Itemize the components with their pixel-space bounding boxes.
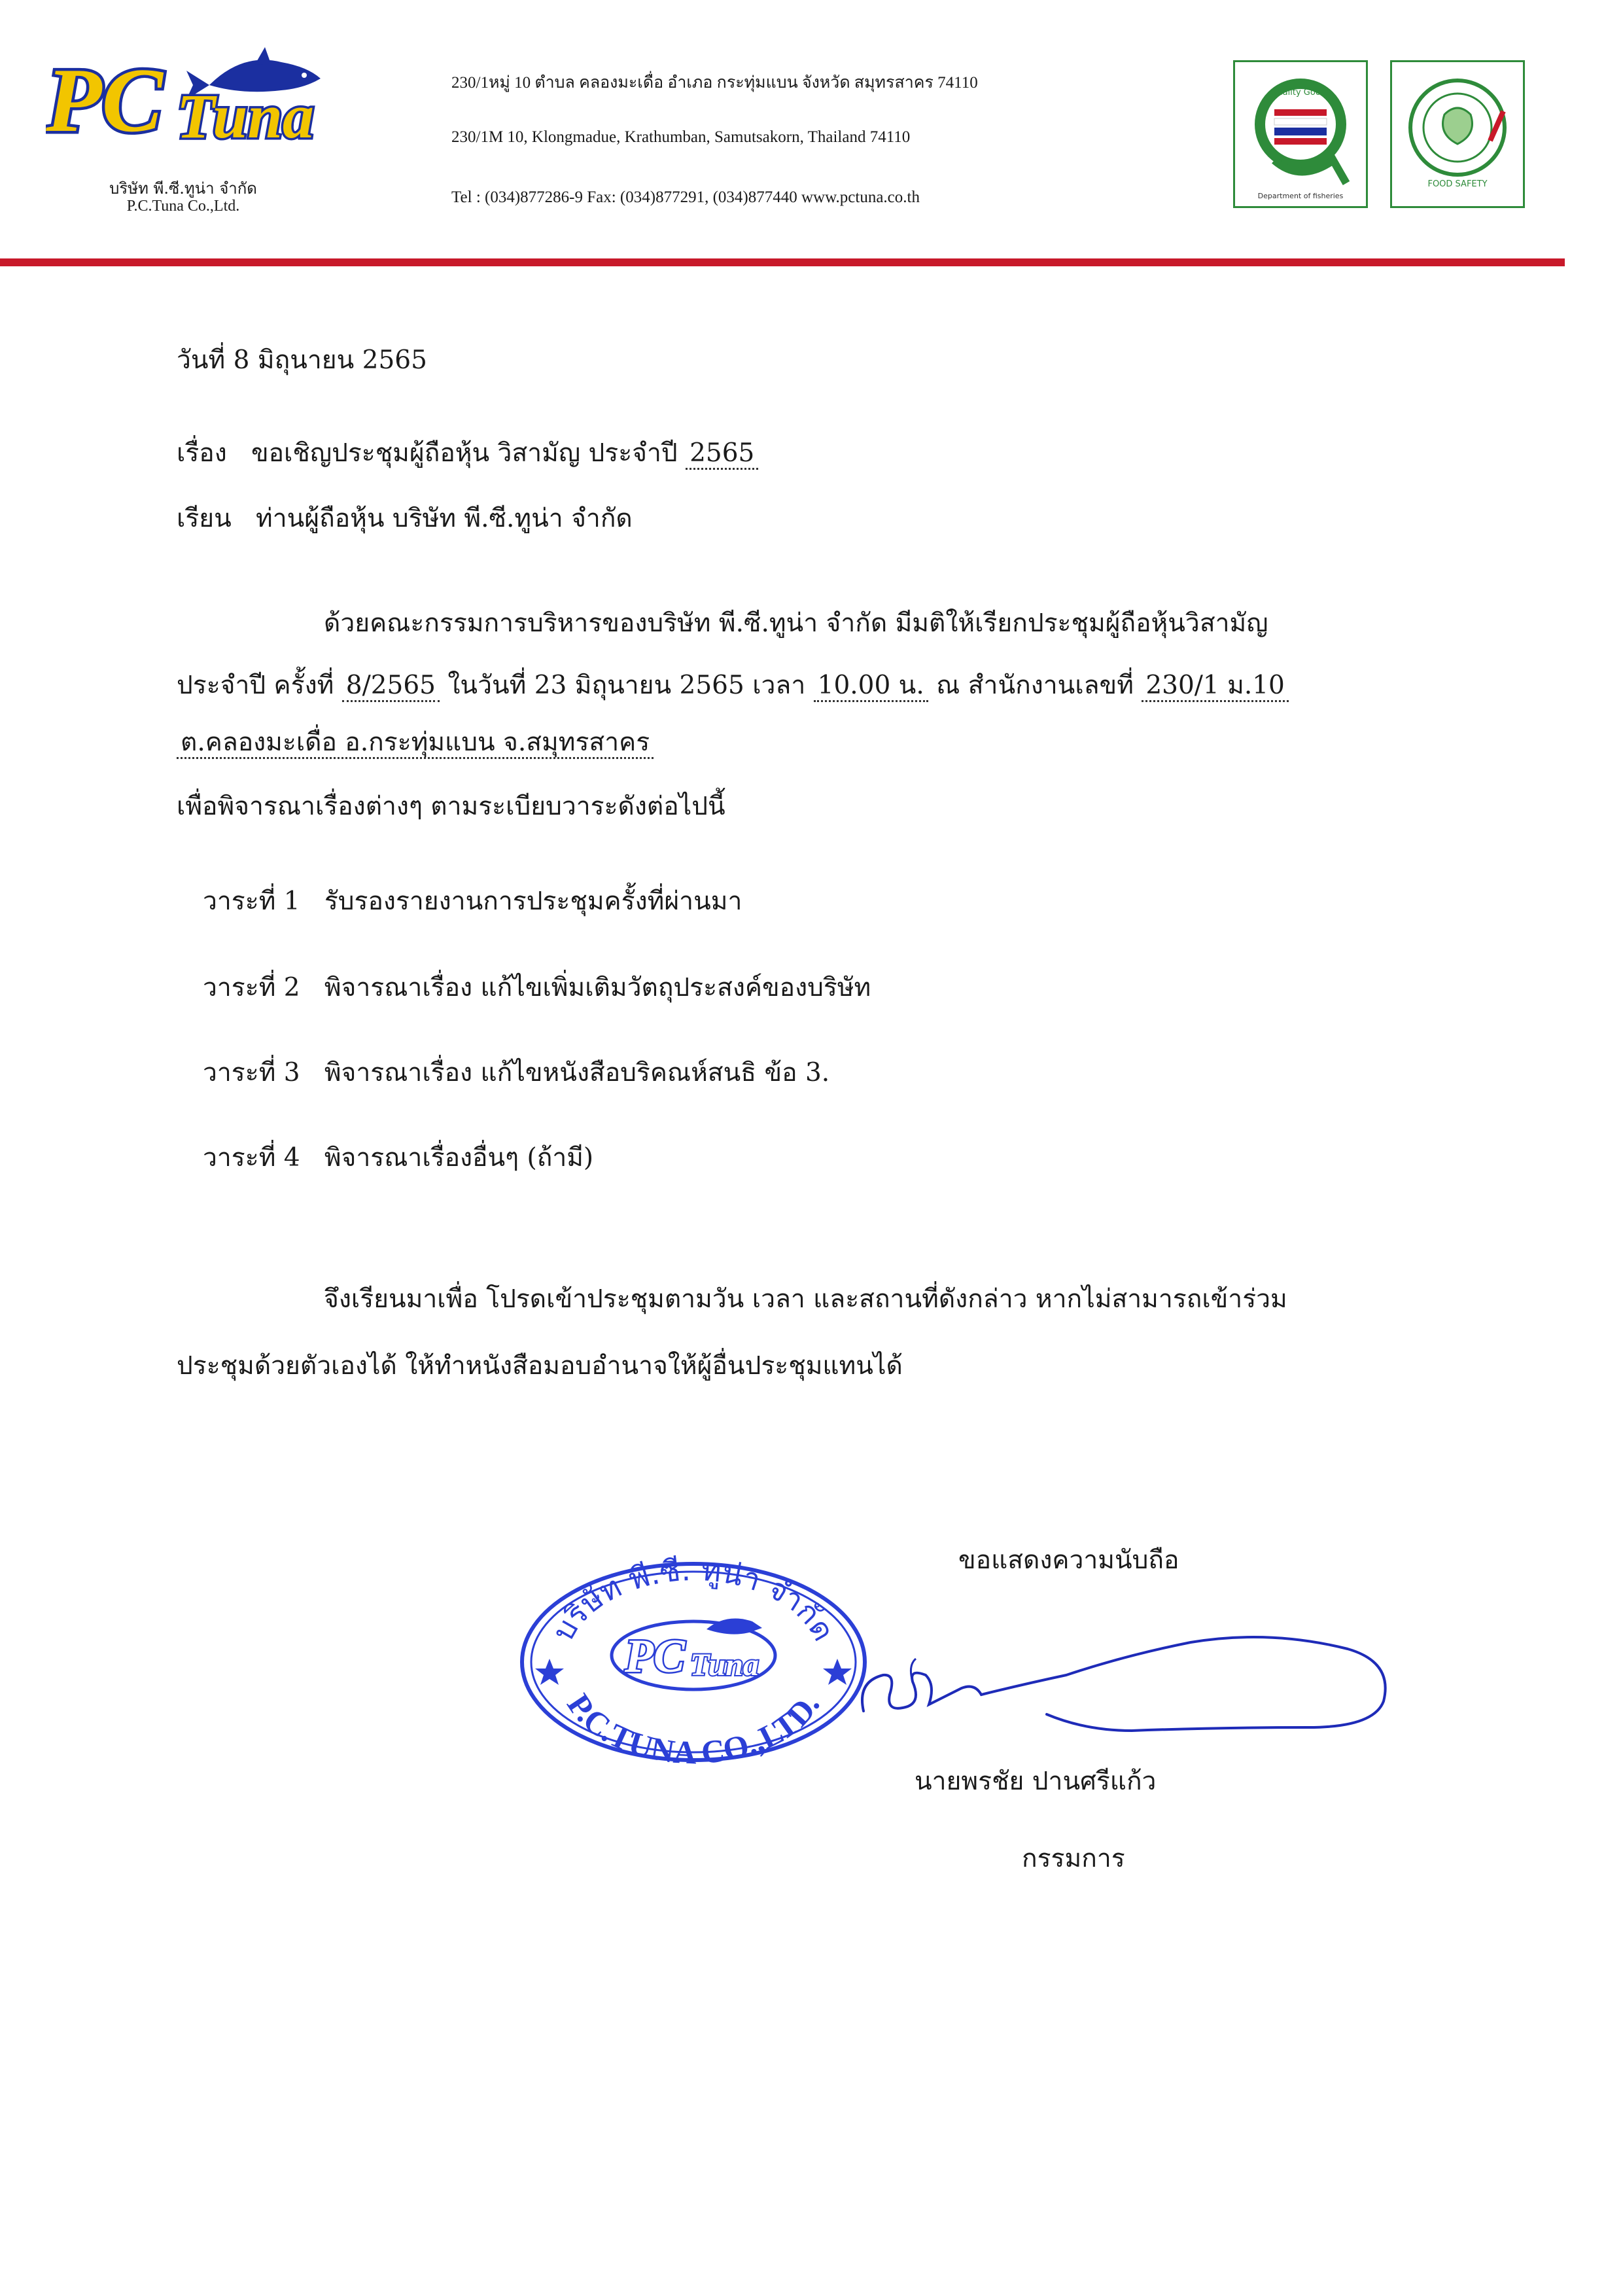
- meeting-time: 10.00 น.: [814, 671, 928, 702]
- signer-name: นายพรชัย ปานศรีแก้ว: [915, 1767, 1157, 1796]
- star-icon: [823, 1659, 852, 1685]
- subject-year: 2565: [686, 438, 758, 470]
- meeting-no-label: ประจำปี ครั้งที่: [177, 671, 334, 700]
- subject-label: เรื่อง: [177, 438, 227, 468]
- agenda-text: พิจารณาเรื่อง แก้ไขเพิ่มเติมวัตถุประสงค์ของบริษัท: [324, 973, 871, 1002]
- food-safety-badge: [1390, 60, 1525, 208]
- cert-quality-label: Quality Goods: [1270, 88, 1331, 97]
- logo-pc-text: PC: [46, 50, 163, 150]
- subject-text: ขอเชิญประชุมผู้ถือหุ้น วิสามัญ ประจำปี: [251, 438, 678, 468]
- agenda-label: วาระที่ 3: [203, 1058, 300, 1087]
- agenda-text: พิจารณาเรื่อง แก้ไขหนังสือบริคณห์สนธิ ข้อ 3.: [324, 1058, 830, 1087]
- agenda-text: รับรองรายงานการประชุมครั้งที่ผ่านมา: [324, 887, 742, 916]
- closing-text: ขอแสดงความนับถือ: [958, 1545, 1179, 1575]
- logo-tuna-text: Tuna: [177, 81, 314, 150]
- letter-subject: [177, 438, 758, 469]
- address-english: 230/1M 10, Klongmadue, Krathumban, Samutsakorn, Thailand 74110: [451, 128, 911, 146]
- stamp-top-text: บริษัท พี.ซี. ทูน่า จำกัด: [545, 1551, 842, 1647]
- meeting-venue-address: 230/1 ม.10: [1142, 671, 1289, 702]
- svg-text:บริษัท พี.ซี. ทูน่า จำกัด: [545, 1552, 842, 1647]
- svg-text:P.C.TUNA CO.,LTD.: [560, 1687, 827, 1767]
- cert-food-safety-label: FOOD SAFETY: [1427, 179, 1488, 189]
- recipient-label: เรียน: [177, 504, 232, 533]
- stamp-bottom-text: P.C.TUNA CO.,LTD.: [560, 1687, 827, 1767]
- contact-info: Tel : (034)877286-9 Fax: (034)877291, (034)877440 www.pctuna.co.th: [451, 188, 920, 206]
- stamp-tuna-text: Tuna: [690, 1648, 759, 1682]
- body-paragraph-1-line-1: ด้วยคณะกรรมการบริหารของบริษัท พี.ซี.ทูน่า จำกัด มีมติให้เรียกประชุมผู้ถือหุ้นวิสามัญ: [324, 609, 1268, 638]
- company-name-english: P.C.Tuna Co.,Ltd.: [126, 198, 240, 215]
- meeting-venue-district: ต.คลองมะเดื่อ อ.กระทุ่มแบน จ.สมุทรสาคร: [177, 728, 654, 759]
- body-paragraph-1-line-4: เพื่อพิจารณาเรื่องต่างๆ ตามระเบียบวาระดังต่อไปนี้: [177, 792, 725, 821]
- address-thai: 230/1หมู่ 10 ตำบล คลองมะเดื่อ อำเภอ กระทุ่มแบน จังหวัด สมุทรสาคร 74110: [451, 74, 978, 92]
- handwritten-signature: [850, 1597, 1400, 1760]
- body-paragraph-1-line-2: [177, 671, 1289, 701]
- cert-department-label: Department of fisheries: [1257, 192, 1344, 200]
- tuna-logo-graphic: [46, 39, 334, 150]
- stamp-pc-text: PC: [625, 1630, 686, 1682]
- header-divider: [0, 258, 1565, 266]
- body-paragraph-2-line-2: ประชุมด้วยตัวเองได้ ให้ทำหนังสือมอบอำนาจให้ผู้อื่นประชุมแทนได้: [177, 1351, 903, 1381]
- company-logo: [46, 39, 334, 150]
- star-icon: [535, 1659, 564, 1685]
- agenda-label: วาระที่ 4: [203, 1143, 300, 1173]
- recipient-text: ท่านผู้ถือหุ้น บริษัท พี.ซี.ทูน่า จำกัด: [256, 504, 633, 533]
- company-stamp: [510, 1551, 877, 1767]
- signer-title: กรรมการ: [1022, 1844, 1125, 1873]
- agenda-text: พิจารณาเรื่องอื่นๆ (ถ้ามี): [324, 1143, 594, 1173]
- meeting-date-text: ในวันที่ 23 มิถุนายน 2565 เวลา: [447, 671, 806, 700]
- body-paragraph-1-line-3: [177, 728, 654, 758]
- body-paragraph-2-line-1: จึงเรียนมาเพื่อ โปรดเข้าประชุมตามวัน เวลา และสถานที่ดังกล่าว หากไม่สามารถเข้าร่วม: [324, 1284, 1287, 1314]
- agenda-item: [203, 1058, 829, 1089]
- agenda-item: [203, 973, 871, 1004]
- agenda-label: วาระที่ 2: [203, 973, 300, 1002]
- company-name-thai: บริษัท พี.ซี.ทูน่า จำกัด: [109, 179, 257, 198]
- quality-certification-badge: [1233, 60, 1368, 208]
- meeting-number: 8/2565: [342, 671, 440, 702]
- agenda-item: [203, 1143, 593, 1174]
- agenda-item: [203, 887, 742, 917]
- letter-date: วันที่ 8 มิถุนายน 2565: [177, 345, 427, 375]
- agenda-label: วาระที่ 1: [203, 887, 300, 916]
- letter-recipient: [177, 504, 633, 535]
- meeting-venue-label: ณ สำนักงานเลขที่: [936, 671, 1134, 700]
